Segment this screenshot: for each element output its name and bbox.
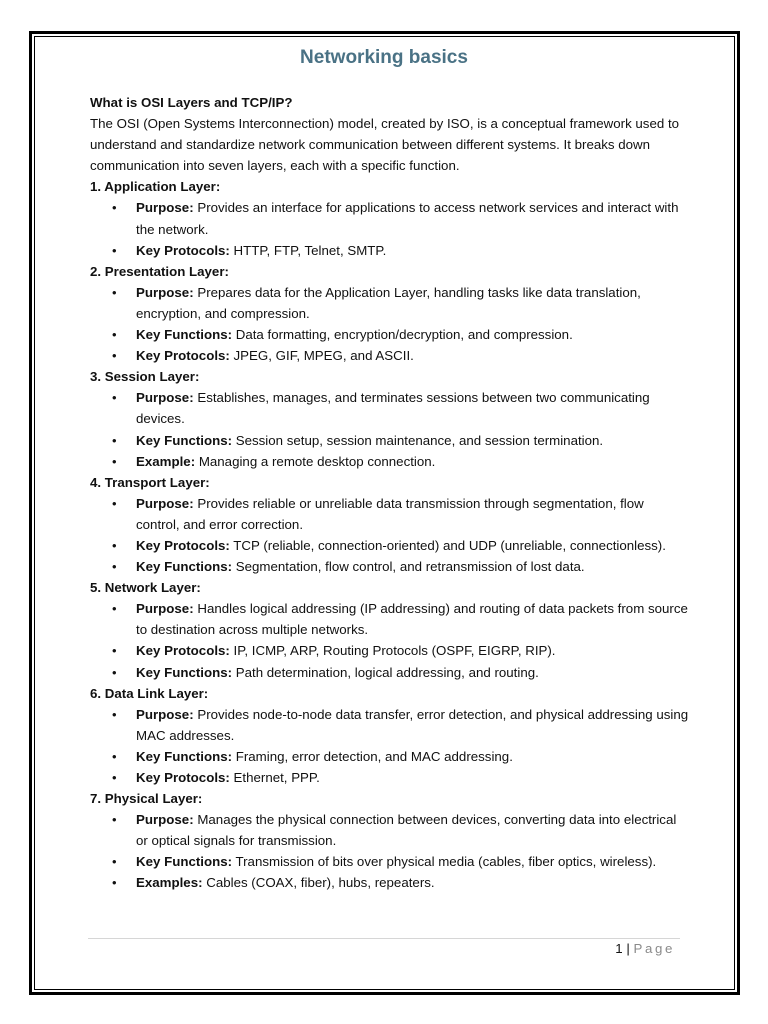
layer-heading: 1. Application Layer: bbox=[90, 179, 221, 195]
bullet-label: Key Functions: bbox=[136, 327, 233, 343]
document-body bbox=[90, 92, 690, 894]
list-item bbox=[90, 535, 690, 556]
bullet-text: Prepares data for the Application Layer, handling tasks like data translation, encryption, and compression. bbox=[136, 284, 641, 321]
bullet-label: Purpose: bbox=[136, 706, 194, 722]
page-label: Page bbox=[633, 941, 675, 956]
list-item bbox=[90, 746, 690, 767]
bullet-list bbox=[90, 704, 690, 788]
bullet-label: Key Protocols: bbox=[136, 348, 230, 364]
bullet-text: Manages the physical connection between devices, converting data into electrical or optical signals for transmission. bbox=[136, 812, 677, 849]
bullet-text: Transmission of bits over physical media (cables, fiber optics, wireless). bbox=[232, 854, 657, 870]
bullet-label: Purpose: bbox=[136, 284, 194, 300]
layer-heading: 4. Transport Layer: bbox=[90, 474, 210, 490]
bullet-list bbox=[90, 493, 690, 577]
intro-paragraph: The OSI (Open Systems Interconnection) model, created by ISO, is a conceptual framework used to understand and standardize network communication between different systems. It breaks down communication into seven layers, each with a specific function. bbox=[90, 116, 680, 174]
page-footer bbox=[615, 940, 675, 958]
list-item bbox=[90, 640, 690, 661]
layer-section-7 bbox=[90, 788, 690, 893]
bullet-list bbox=[90, 809, 690, 893]
bullet-label: Purpose: bbox=[136, 495, 194, 511]
bullet-label: Key Functions: bbox=[136, 432, 233, 448]
list-item bbox=[90, 851, 690, 872]
list-item bbox=[90, 872, 690, 893]
layer-section-1 bbox=[90, 176, 690, 260]
layer-section-6 bbox=[90, 683, 690, 788]
list-item bbox=[90, 704, 690, 746]
bullet-text: Data formatting, encryption/decryption, and compression. bbox=[232, 327, 573, 343]
bullet-label: Key Protocols: bbox=[136, 242, 230, 258]
list-item bbox=[90, 282, 690, 324]
bullet-text: Provides reliable or unreliable data transmission through segmentation, flow control, and error correction. bbox=[136, 495, 644, 532]
layer-heading: 5. Network Layer: bbox=[90, 580, 201, 596]
footer-separator: | bbox=[622, 941, 634, 956]
bullet-text: Provides an interface for applications to access network services and interact with the network. bbox=[136, 200, 679, 237]
layer-heading: 2. Presentation Layer: bbox=[90, 263, 229, 279]
list-item bbox=[90, 430, 690, 451]
bullet-label: Key Protocols: bbox=[136, 643, 230, 659]
bullet-label: Purpose: bbox=[136, 200, 194, 216]
bullet-text: JPEG, GIF, MPEG, and ASCII. bbox=[229, 348, 414, 364]
bullet-list bbox=[90, 387, 690, 471]
document-title: Networking basics bbox=[300, 47, 468, 68]
list-item bbox=[90, 809, 690, 851]
list-item bbox=[90, 556, 690, 577]
footer-divider bbox=[88, 938, 680, 939]
list-item bbox=[90, 387, 690, 429]
layer-section-2 bbox=[90, 261, 690, 366]
list-item bbox=[90, 598, 690, 640]
intro-heading: What is OSI Layers and TCP/IP? bbox=[90, 95, 293, 110]
list-item bbox=[90, 767, 690, 788]
list-item bbox=[90, 662, 690, 683]
bullet-label: Examples: bbox=[136, 875, 203, 891]
bullet-text: Provides node-to-node data transfer, error detection, and physical addressing using MAC addresses. bbox=[136, 706, 689, 743]
bullet-label: Example: bbox=[136, 453, 196, 469]
bullet-text: Segmentation, flow control, and retransmission of lost data. bbox=[232, 559, 585, 575]
bullet-text: Managing a remote desktop connection. bbox=[195, 453, 436, 469]
bullet-text: Handles logical addressing (IP addressing) and routing of data packets from source to destination across multiple networks. bbox=[136, 601, 688, 638]
layer-section-5 bbox=[90, 577, 690, 682]
layer-section-3 bbox=[90, 366, 690, 471]
bullet-label: Purpose: bbox=[136, 390, 194, 406]
bullet-label: Key Functions: bbox=[136, 559, 233, 575]
bullet-label: Key Functions: bbox=[136, 748, 233, 764]
page-number: 1 bbox=[615, 941, 623, 956]
bullet-label: Key Functions: bbox=[136, 854, 233, 870]
layer-heading: 3. Session Layer: bbox=[90, 369, 200, 385]
bullet-text: Establishes, manages, and terminates sessions between two communicating devices. bbox=[136, 390, 650, 427]
bullet-label: Purpose: bbox=[136, 601, 194, 617]
list-item bbox=[90, 451, 690, 472]
bullet-label: Key Functions: bbox=[136, 664, 233, 680]
bullet-label: Purpose: bbox=[136, 812, 194, 828]
bullet-text: Path determination, logical addressing, and routing. bbox=[232, 664, 539, 680]
list-item bbox=[90, 197, 690, 239]
bullet-text: Ethernet, PPP. bbox=[229, 770, 320, 785]
bullet-text: Cables (COAX, fiber), hubs, repeaters. bbox=[202, 875, 435, 891]
bullet-label: Key Protocols: bbox=[136, 537, 230, 553]
bullet-list bbox=[90, 197, 690, 260]
bullet-list bbox=[90, 598, 690, 682]
list-item bbox=[90, 324, 690, 345]
list-item bbox=[90, 240, 690, 261]
bullet-label: Key Protocols: bbox=[136, 770, 230, 785]
bullet-text: Session setup, session maintenance, and session termination. bbox=[232, 432, 604, 448]
layer-section-4 bbox=[90, 472, 690, 577]
layer-heading: 7. Physical Layer: bbox=[90, 791, 203, 807]
bullet-text: TCP (reliable, connection-oriented) and UDP (unreliable, connectionless). bbox=[229, 537, 666, 553]
bullet-text: IP, ICMP, ARP, Routing Protocols (OSPF, EIGRP, RIP). bbox=[229, 643, 556, 659]
bullet-text: HTTP, FTP, Telnet, SMTP. bbox=[229, 242, 387, 258]
layer-heading: 6. Data Link Layer: bbox=[90, 685, 209, 701]
bullet-text: Framing, error detection, and MAC addressing. bbox=[232, 748, 513, 764]
list-item bbox=[90, 493, 690, 535]
bullet-list bbox=[90, 282, 690, 366]
list-item bbox=[90, 345, 690, 366]
